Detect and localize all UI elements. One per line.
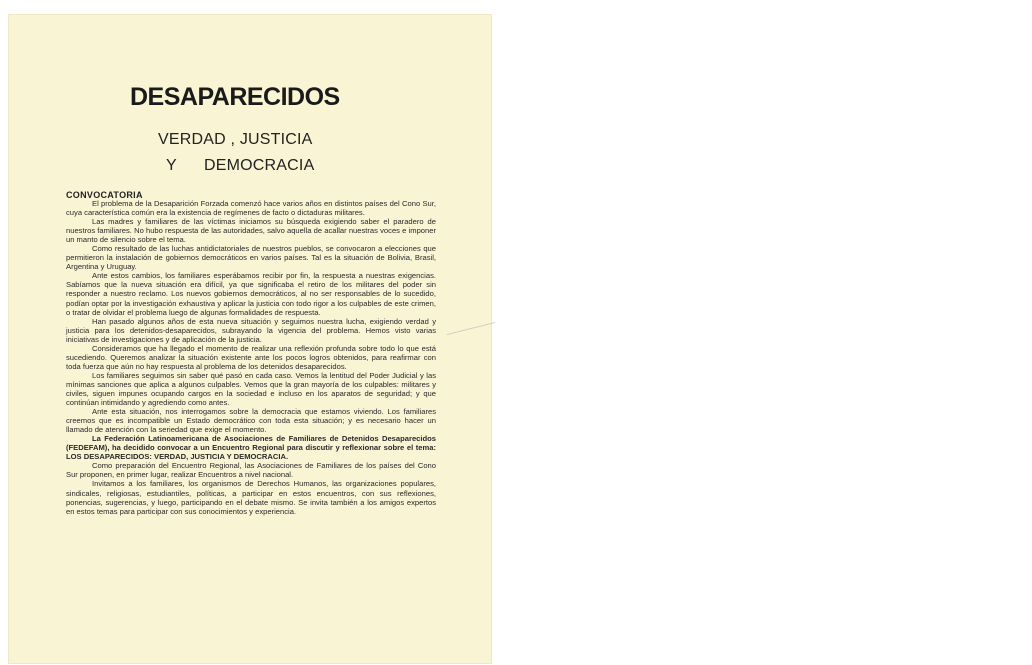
paragraph-8: Ante esta situación, nos interrogamos sobre la democracia que estamos viviendo. Los familiares creemos que es incompatible un Estado democrático con toda esta situación; y es necesario hacer un llamado de atención con la seriedad que exige el momento. bbox=[66, 407, 436, 435]
section-heading: CONVOCATORIA bbox=[66, 190, 143, 200]
subtitle-conjunction: Y bbox=[166, 157, 177, 174]
paragraph-6: Consideramos que ha llegado el momento de realizar una reflexión profunda sobre todo lo que está sucediendo. Queremos analizar la situación existente ante los pocos logros obtenidos, para reafirmar con toda fuerza que aún no hay respuesta al problema de los detenidos desaparecidos. bbox=[66, 343, 436, 371]
document-title: DESAPARECIDOS bbox=[130, 83, 340, 111]
paragraph-2: Las madres y familiares de las víctimas iniciamos su búsqueda exigiendo saber el paradero de nuestros familiares. No hubo respuesta de las autoridades, salvo aquella de acallar nuestras voces e imponer un manto de silencio sobre el tema. bbox=[66, 217, 436, 245]
subtitle-line-1: VERDAD , JUSTICIA bbox=[158, 131, 313, 148]
paragraph-11: Invitamos a los familiares, los organismos de Derechos Humanos, las organizaciones populares, sindicales, religiosas, estudiantiles, políticas, a participar en estos encuentros, con sus reflexiones, ponencias, sugerencias, y luego, participando en el debate mismo. Se invita también a los amigos expertos en estos temas para participar con sus conocimientos y experiencia. bbox=[66, 479, 436, 516]
paragraph-3: Como resultado de las luchas antidictatoriales de nuestros pueblos, se convocaron a elecciones que permitieron la instalación de gobiernos democráticos en varios países. Tal es la situación de Bolivia, Brasil, Argentina y Uruguay. bbox=[66, 244, 436, 272]
document-body bbox=[66, 199, 436, 516]
paragraph-4: Ante estos cambios, los familiares esperábamos recibir por fin, la respuesta a nuestras exigencias. Sabíamos que la nueva situación era difícil, ya que significaba el retiro de los militares del poder sin responder a nuestro reclamo. Los nuevos gobiernos democráticos, al no ser responsables de lo sucedido, podían optar por la investigación exhaustiva y aplicar la justicia con todo rigor a los culpables de este crimen, o tratar de olvidar el problema luego de algunas formalidades de respuesta. bbox=[66, 271, 436, 317]
scan-artifact-line bbox=[447, 322, 496, 335]
subtitle-democracia: DEMOCRACIA bbox=[204, 157, 315, 174]
paragraph-7: Los familiares seguimos sin saber qué pasó en cada caso. Vemos la lentitud del Poder Judicial y las mínimas sanciones que aplica a algunos culpables. Vemos que la gran mayoría de los culpables: militares y civiles, siguen impunes ocupando cargos en la sociedad e incluso en los aparatos de seguridad; y que continúan intimidando y agrediendo como antes. bbox=[66, 370, 436, 408]
paragraph-1: El problema de la Desaparición Forzada comenzó hace varios años en distintos países del Cono Sur, cuya característica común era la existencia de regímenes de facto o dictaduras militares. bbox=[66, 199, 436, 218]
paragraph-10: Como preparación del Encuentro Regional, las Asociaciones de Familiares de los países del Cono Sur proponen, en primer lugar, realizar Encuentros a nivel nacional. bbox=[66, 461, 436, 480]
paragraph-9: La Federación Latinoamericana de Asociaciones de Familiares de Detenidos Desaparecidos (FEDEFAM), ha decidido convocar a un Encuentro Regional para discutir y reflexionar sobre el tema: LOS DESAPARECIDOS: VERDAD, JUSTICIA Y DEMOCRACIA. bbox=[66, 434, 436, 462]
paragraph-5: Han pasado algunos años de esta nueva situación y seguimos nuestra lucha, exigiendo verdad y justicia para los detenidos-desaparecidos, subrayando la vigencia del problema. Hemos visto varias iniciativas de investigaciones y de aplicación de la justicia. bbox=[66, 316, 436, 344]
subtitle-line-2 bbox=[158, 157, 314, 175]
